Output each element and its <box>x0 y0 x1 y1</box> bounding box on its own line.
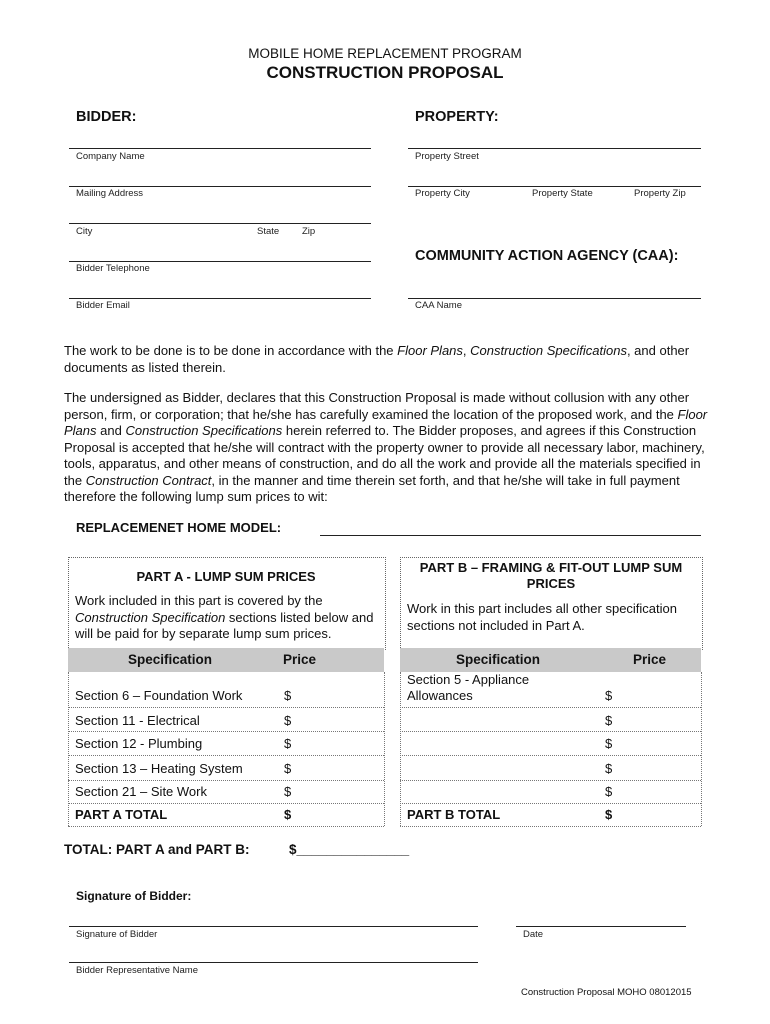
part-a-row-1-spec: Section 6 – Foundation Work <box>75 688 243 703</box>
representative-name-field[interactable] <box>69 962 478 963</box>
signature-field[interactable] <box>69 926 478 927</box>
property-street-label: Property Street <box>415 151 479 162</box>
p2-floor-plans: Floor Plans <box>64 406 708 438</box>
zip-label: Zip <box>302 226 316 237</box>
part-b-title: PART B – FRAMING & FIT-OUT LUMP SUM PRICES <box>419 560 683 591</box>
program-name: MOBILE HOME REPLACEMENT PROGRAM <box>248 46 522 61</box>
signature-label: Signature of Bidder <box>76 929 158 940</box>
part-a-bottom <box>68 826 384 827</box>
part-a-description <box>75 593 380 643</box>
p1-text-b: , <box>462 343 471 358</box>
part-a-row-1-price[interactable]: $ <box>284 688 292 703</box>
part-b-row-1-spec: Section 5 - Appliance Allowances <box>407 672 530 703</box>
part-b-divider <box>400 731 701 732</box>
part-a-desc-em: Construction Specification <box>75 609 226 625</box>
part-a-divider <box>68 731 384 732</box>
state-label: State <box>257 226 280 237</box>
bidder-email-field[interactable] <box>69 298 371 299</box>
property-city-state-zip-field[interactable] <box>408 186 701 187</box>
part-a-title: PART A - LUMP SUM PRICES <box>136 569 316 584</box>
part-b-left-border <box>400 672 401 826</box>
part-a-divider <box>68 780 384 781</box>
p1-floor-plans: Floor Plans <box>397 343 463 358</box>
part-a-left-border <box>68 672 69 826</box>
footer-code: Construction Proposal MOHO 08012015 <box>521 987 692 998</box>
p1-text-c: , and other documents as listed therein. <box>64 343 690 375</box>
part-a-column-header <box>68 648 384 672</box>
part-b-divider <box>400 780 701 781</box>
mailing-address-label: Mailing Address <box>76 188 144 199</box>
mailing-address-field[interactable] <box>69 186 371 187</box>
property-state-label: Property State <box>532 188 593 199</box>
intro-paragraph <box>64 343 714 376</box>
grand-total-label: TOTAL: PART A and PART B: <box>64 842 250 857</box>
property-heading: PROPERTY: <box>415 109 499 125</box>
bidder-telephone-label: Bidder Telephone <box>76 263 150 274</box>
property-zip-label: Property Zip <box>634 188 686 199</box>
part-b-right-border <box>701 672 702 826</box>
part-b-row-5-price[interactable]: $ <box>605 784 613 799</box>
part-b-bottom <box>400 826 701 827</box>
part-a-row-2-price[interactable]: $ <box>284 713 292 728</box>
model-field[interactable] <box>320 535 701 536</box>
representative-name-label: Bidder Representative Name <box>76 965 198 976</box>
caa-name-label: CAA Name <box>415 300 462 311</box>
part-a-row-4-price[interactable]: $ <box>284 761 292 776</box>
part-a-row-5-price[interactable]: $ <box>284 784 292 799</box>
part-b-column-header <box>400 648 701 672</box>
p1-text-a: The work to be done is to be done in accordance with the <box>64 343 398 358</box>
property-city-label: Property City <box>415 188 470 199</box>
p2-construction-specs: Construction Specifications <box>125 423 283 438</box>
part-a-row-3-price[interactable]: $ <box>284 736 292 751</box>
bidder-telephone-field[interactable] <box>69 261 371 262</box>
city-label: City <box>76 226 93 237</box>
part-a-divider <box>68 755 384 756</box>
part-a-row-3-spec: Section 12 - Plumbing <box>75 736 203 751</box>
p2-text-c: herein referred to. The Bidder proposes, and agrees if this Construction Proposal is accepted that he/she will contract with the property owner to provide all necessary labor, machinery, tools, apparatus, and other means of construction, and do all the work and provide all the materials specified in the <box>64 423 705 488</box>
part-a-row-5-spec: Section 21 – Site Work <box>75 784 207 799</box>
part-a-desc-b: sections listed below and will be paid for by separate lump sum prices. <box>75 609 374 641</box>
p2-text-d: , in the manner and time therein set forth, and that he/she will take in full payment therefore the following lump sum prices to wit: <box>64 472 680 504</box>
part-b-total-price[interactable]: $ <box>605 807 613 822</box>
caa-heading: COMMUNITY ACTION AGENCY (CAA): <box>415 248 679 264</box>
part-a-col-spec: Specification <box>128 652 213 667</box>
part-a-row-2-spec: Section 11 - Electrical <box>75 713 200 728</box>
part-a-right-border <box>384 672 385 826</box>
part-b-divider <box>400 707 701 708</box>
part-b-col-spec: Specification <box>456 652 541 667</box>
part-a-desc-a: Work included in this part is covered by the <box>75 593 323 608</box>
part-b-description: Work in this part includes all other specification sections not included in Part A. <box>407 601 677 633</box>
part-a-row-4-spec: Section 13 – Heating System <box>75 761 243 776</box>
part-a-divider <box>68 803 384 804</box>
city-state-zip-field[interactable] <box>69 223 371 224</box>
model-label: REPLACEMENET HOME MODEL: <box>76 520 282 535</box>
part-a-divider <box>68 707 384 708</box>
date-label: Date <box>523 929 544 940</box>
signature-heading: Signature of Bidder: <box>76 889 192 903</box>
declaration-paragraph <box>64 390 714 506</box>
part-b-col-price: Price <box>633 652 667 667</box>
p2-construction-contract: Construction Contract <box>85 472 212 488</box>
grand-total-value[interactable]: $_______________ <box>289 842 410 857</box>
caa-name-field[interactable] <box>408 298 701 299</box>
part-a-total-price[interactable]: $ <box>284 807 292 822</box>
p2-text-b: and <box>96 423 126 438</box>
company-name-field[interactable] <box>69 148 371 149</box>
part-b-row-1-price[interactable]: $ <box>605 688 613 703</box>
p1-construction-specs: Construction Specifications <box>470 343 627 358</box>
bidder-email-label: Bidder Email <box>76 300 130 311</box>
page-title: CONSTRUCTION PROPOSAL <box>266 63 504 82</box>
part-b-divider <box>400 755 701 756</box>
part-b-row-3-price[interactable]: $ <box>605 736 613 751</box>
part-a-total-label: PART A TOTAL <box>75 807 168 822</box>
part-b-divider <box>400 803 701 804</box>
part-b-total-label: PART B TOTAL <box>407 807 501 822</box>
bidder-heading: BIDDER: <box>76 109 137 125</box>
part-b-row-2-price[interactable]: $ <box>605 713 613 728</box>
date-field[interactable] <box>516 926 686 927</box>
part-b-row-4-price[interactable]: $ <box>605 761 613 776</box>
company-name-label: Company Name <box>76 151 145 162</box>
property-street-field[interactable] <box>408 148 701 149</box>
p2-text-a: The undersigned as Bidder, declares that this Construction Proposal is made without collusion with any other person, firm, or corporation; that he/she has carefully examined the location of the proposed work, and the <box>64 390 690 422</box>
part-a-col-price: Price <box>283 652 317 667</box>
